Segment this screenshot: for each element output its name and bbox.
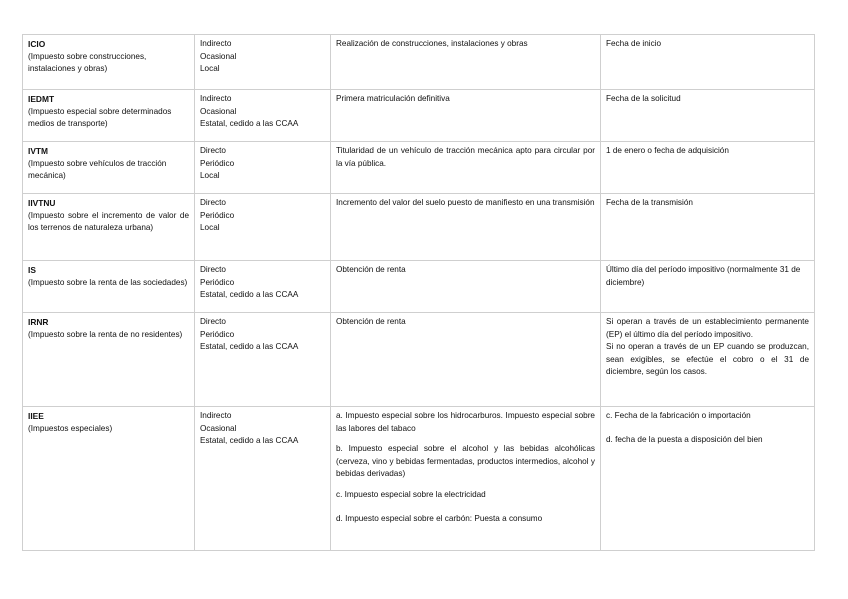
tax-characteristic: Directo <box>200 198 226 207</box>
tax-characteristic: Directo <box>200 317 226 326</box>
table-row <box>23 194 815 261</box>
accrual-text: Fecha de inicio <box>606 39 662 48</box>
tax-characteristic: Periódico <box>200 158 235 168</box>
accrual-cell <box>601 407 815 551</box>
tax-full-name: (Impuesto sobre vehículos de tracción mecánica) <box>28 158 167 181</box>
tax-characteristic: Estatal, cedido a las CCAA <box>200 342 299 352</box>
taxable-event-text: a. Impuesto especial sobre los hidrocarburos. Impuesto especial sobre las labores del tabaco <box>336 411 595 433</box>
taxable-event-cell <box>331 313 601 407</box>
accrual-cell <box>601 261 815 313</box>
tax-characteristics-cell <box>195 90 331 142</box>
taxable-event-text: Obtención de renta <box>336 265 406 274</box>
taxable-event-text: Primera matriculación definitiva <box>336 94 450 103</box>
taxable-event-text: b. Impuesto especial sobre el alcohol y las bebidas alcohólicas (cerveza, vino y bebidas fermentadas, productos intermedios, alcohol y bebidas derivadas) <box>336 444 595 479</box>
taxable-event-text: Titularidad de un vehículo de tracción mecánica apto para circular por la vía pública. <box>336 146 595 168</box>
tax-characteristic: Local <box>200 223 220 233</box>
tax-full-name: (Impuesto sobre el incremento de valor de los terrenos de naturaleza urbana) <box>28 210 189 233</box>
tax-name-cell <box>23 142 195 194</box>
taxable-event-text: Incremento del valor del suelo puesto de manifiesto en una transmisión <box>336 198 595 207</box>
tax-characteristic: Directo <box>200 146 226 155</box>
tax-abbreviation: IIVTNU <box>28 198 56 208</box>
tax-table <box>22 34 815 551</box>
table-row <box>23 35 815 90</box>
tax-characteristic: Local <box>200 64 220 74</box>
accrual-text: Fecha de la solicitud <box>606 94 681 103</box>
tax-abbreviation: IVTM <box>28 146 49 156</box>
tax-characteristic: Ocasional <box>200 423 237 433</box>
accrual-cell <box>601 313 815 407</box>
taxable-event-text: Obtención de renta <box>336 317 406 326</box>
accrual-text: Si no operan a través de un EP cuando se produzcan, sean exigibles, se efectúe el cobro o el 31 de diciembre, según los casos. <box>606 342 809 377</box>
tax-abbreviation: ICIO <box>28 39 46 49</box>
tax-characteristic: Local <box>200 171 220 181</box>
tax-name-cell <box>23 313 195 407</box>
tax-abbreviation: IRNR <box>28 317 49 327</box>
tax-full-name: (Impuestos especiales) <box>28 423 113 433</box>
tax-characteristics-cell <box>195 313 331 407</box>
table-row <box>23 407 815 551</box>
accrual-cell <box>601 142 815 194</box>
taxable-event-cell <box>331 90 601 142</box>
taxable-event-text: Realización de construcciones, instalaciones y obras <box>336 39 528 48</box>
tax-characteristics-cell <box>195 35 331 90</box>
tax-name-cell <box>23 261 195 313</box>
tax-table-page <box>22 34 814 551</box>
tax-abbreviation: IIEE <box>28 411 44 421</box>
tax-characteristics-cell <box>195 194 331 261</box>
tax-characteristic: Ocasional <box>200 106 237 116</box>
tax-characteristic: Periódico <box>200 329 235 339</box>
tax-characteristic: Estatal, cedido a las CCAA <box>200 436 299 446</box>
tax-abbreviation: IEDMT <box>28 94 55 104</box>
tax-characteristic: Estatal, cedido a las CCAA <box>200 119 299 129</box>
accrual-text: 1 de enero o fecha de adquisición <box>606 146 729 155</box>
tax-characteristic: Estatal, cedido a las CCAA <box>200 290 299 300</box>
tax-full-name: (Impuesto sobre la renta de no residentes) <box>28 329 183 339</box>
tax-full-name: (Impuesto sobre la renta de las sociedades) <box>28 277 188 287</box>
taxable-event-text: d. Impuesto especial sobre el carbón: Puesta a consumo <box>336 513 543 523</box>
taxable-event-cell <box>331 261 601 313</box>
accrual-cell <box>601 90 815 142</box>
tax-characteristic: Directo <box>200 265 226 274</box>
table-row <box>23 313 815 407</box>
accrual-cell <box>601 35 815 90</box>
accrual-text: c. Fecha de la fabricación o importación <box>606 411 751 420</box>
taxable-event-cell <box>331 142 601 194</box>
tax-full-name: (Impuesto especial sobre determinados medios de transporte) <box>28 106 172 129</box>
tax-name-cell <box>23 194 195 261</box>
accrual-text: Si operan a través de un establecimiento permanente (EP) el último día del período impositivo. <box>606 317 809 339</box>
tax-characteristic: Periódico <box>200 210 235 220</box>
table-row <box>23 261 815 313</box>
tax-characteristics-cell <box>195 261 331 313</box>
taxable-event-cell <box>331 194 601 261</box>
tax-characteristics-cell <box>195 142 331 194</box>
tax-characteristics-cell <box>195 407 331 551</box>
accrual-cell <box>601 194 815 261</box>
tax-name-cell <box>23 90 195 142</box>
tax-name-cell <box>23 407 195 551</box>
tax-characteristic: Periódico <box>200 277 235 287</box>
tax-characteristic: Ocasional <box>200 51 237 61</box>
tax-abbreviation: IS <box>28 265 36 275</box>
table-row <box>23 142 815 194</box>
accrual-text: Fecha de la transmisión <box>606 198 693 207</box>
tax-name-cell <box>23 35 195 90</box>
table-row <box>23 90 815 142</box>
tax-characteristic: Indirecto <box>200 94 232 103</box>
taxable-event-text: c. Impuesto especial sobre la electricidad <box>336 489 486 499</box>
accrual-text: d. fecha de la puesta a disposición del bien <box>606 434 763 444</box>
accrual-text: Último día del período impositivo (normalmente 31 de diciembre) <box>606 265 801 287</box>
tax-full-name: (Impuesto sobre construcciones, instalaciones y obras) <box>28 51 147 74</box>
tax-characteristic: Indirecto <box>200 411 232 420</box>
tax-characteristic: Indirecto <box>200 39 232 48</box>
taxable-event-cell <box>331 35 601 90</box>
taxable-event-cell <box>331 407 601 551</box>
